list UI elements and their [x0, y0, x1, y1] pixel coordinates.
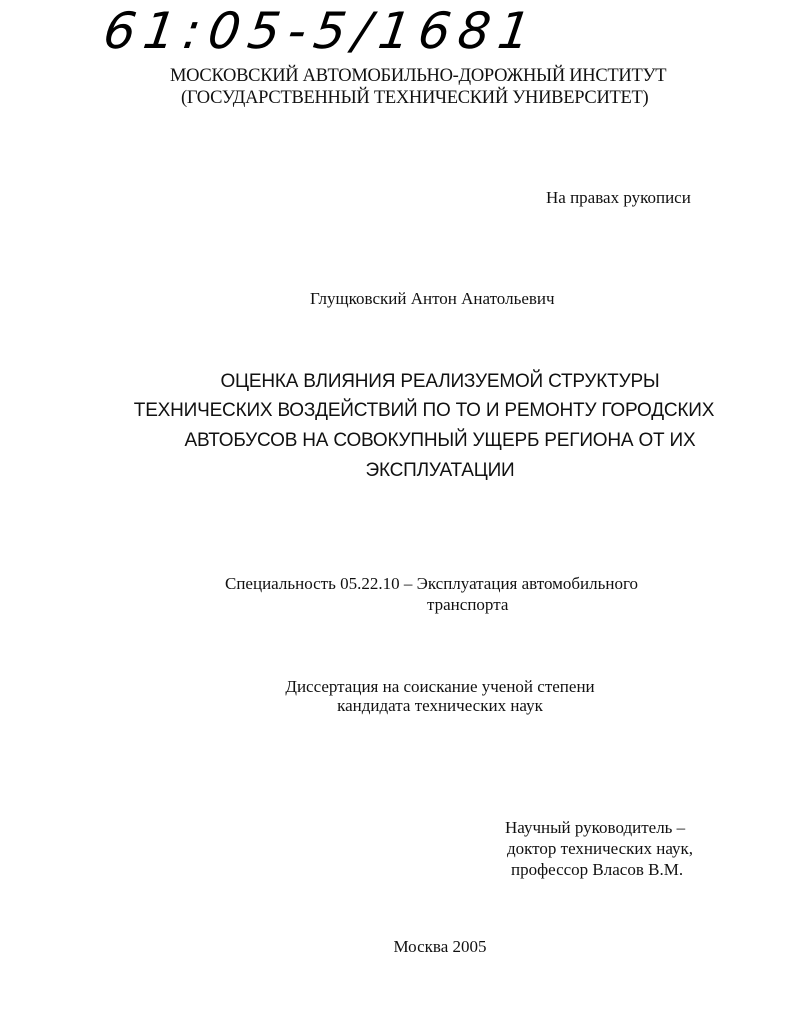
specialty-line-2: транспорта — [427, 595, 509, 614]
city-year: Москва 2005 — [393, 937, 487, 956]
degree-line-1: Диссертация на соискание ученой степени — [285, 677, 595, 696]
title-line-2: ТЕХНИЧЕСКИХ ВОЗДЕЙСТВИЙ ПО ТО И РЕМОНТУ ГОРОДСКИХ — [133, 400, 715, 421]
institution-line-2: (ГОСУДАРСТВЕННЫЙ ТЕХНИЧЕСКИЙ УНИВЕРСИТЕТ) — [181, 88, 649, 108]
supervisor-line-3: профессор Власов В.М. — [511, 860, 684, 879]
degree-line-2: кандидата технических наук — [337, 696, 543, 715]
institution-line-1: МОСКОВСКИЙ АВТОМОБИЛЬНО-ДОРОЖНЫЙ ИНСТИТУТ — [170, 66, 667, 86]
handwritten-catalog-code: 61:05-5/1681 — [99, 2, 543, 60]
title-line-1: ОЦЕНКА ВЛИЯНИЯ РЕАЛИЗУЕМОЙ СТРУКТУРЫ — [220, 371, 660, 392]
manuscript-note: На правах рукописи — [546, 188, 691, 207]
author-name: Глущковский Антон Анатольевич — [310, 289, 555, 308]
title-line-3: АВТОБУСОВ НА СОВОКУПНЫЙ УЩЕРБ РЕГИОНА ОТ ИХ — [184, 430, 696, 451]
title-line-4: ЭКСПЛУАТАЦИИ — [365, 460, 515, 481]
supervisor-line-1: Научный руководитель – — [505, 818, 686, 837]
supervisor-line-2: доктор технических наук, — [507, 839, 694, 858]
specialty-line-1: Специальность 05.22.10 – Эксплуатация автомобильного — [225, 574, 639, 593]
